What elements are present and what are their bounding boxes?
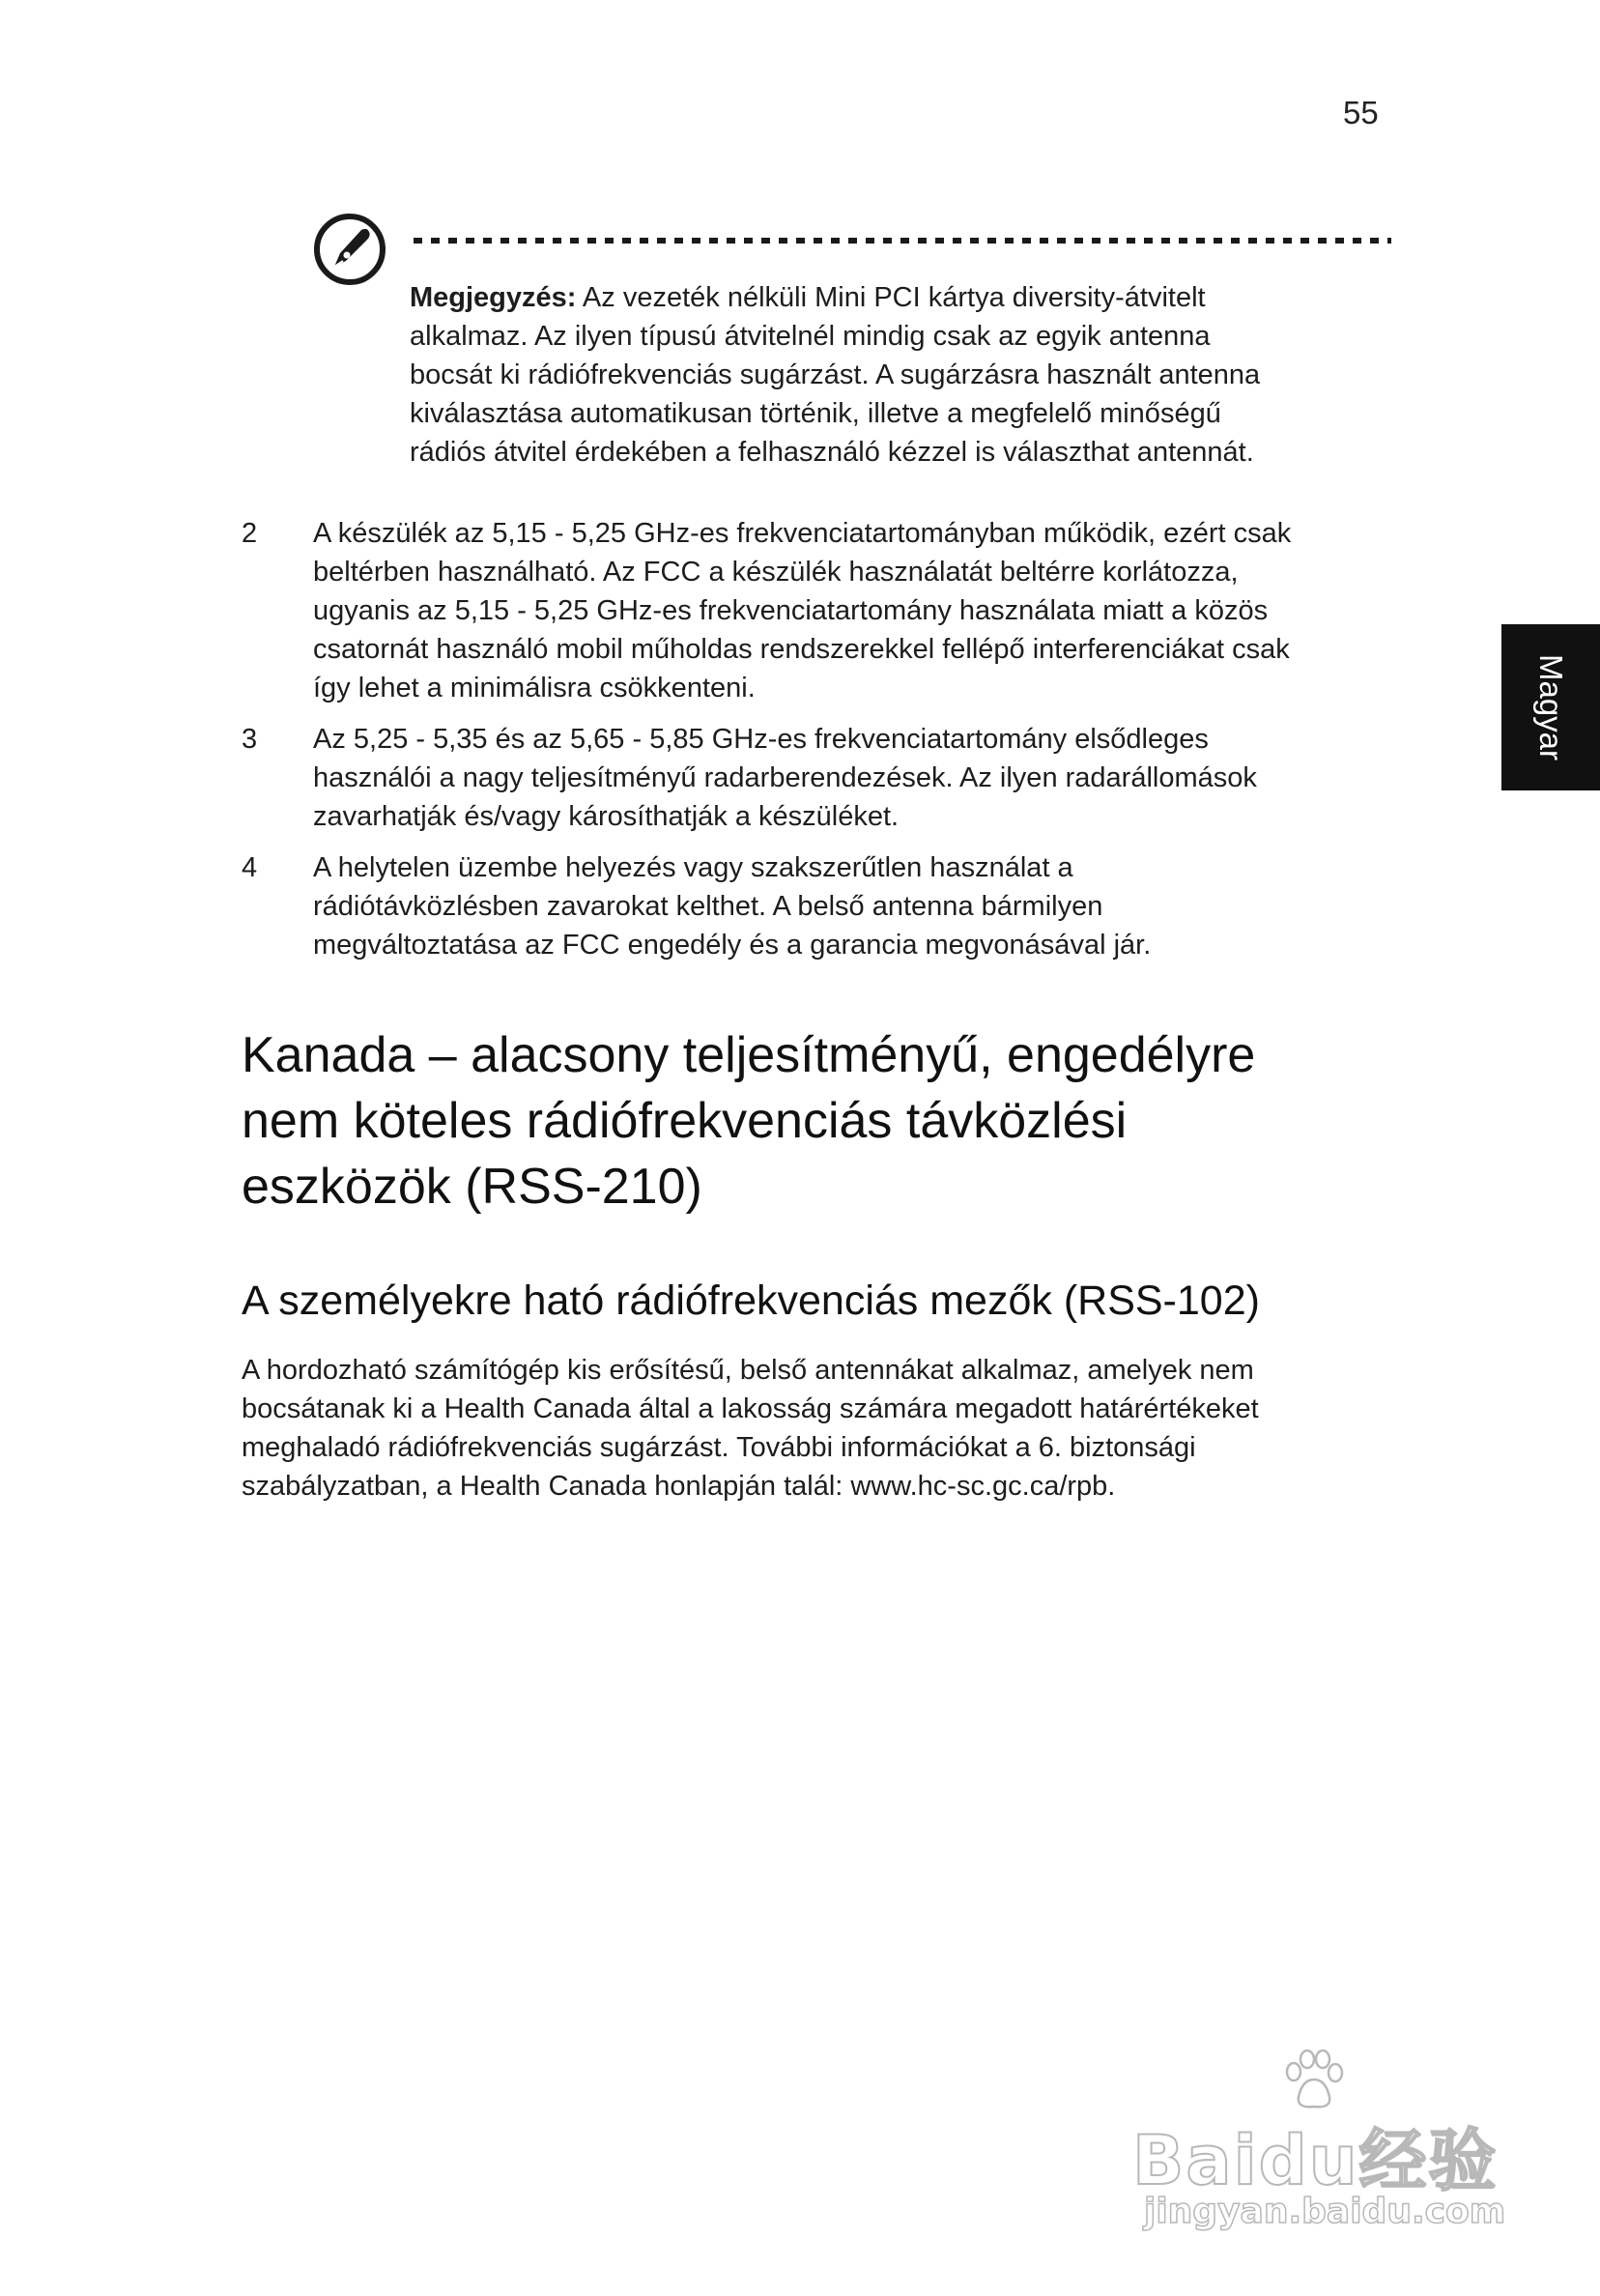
section-heading-line: eszközök (RSS-210) (242, 1159, 702, 1215)
list-item-line: így lehet a minimálisra csökkenteni. (313, 673, 756, 703)
list-item-line: A készülék az 5,15 - 5,25 GHz-es frekvenciatartományban működik, ezért csak (313, 518, 1292, 549)
list-item-line: csatornát használó mobil műholdas rendszerekkel fellépő interferenciákat csak (313, 634, 1290, 665)
paragraph-line: meghaladó rádiófrekvenciás sugárzást. További információkat a 6. biztonsági (242, 1432, 1196, 1463)
list-item-line: Az 5,25 - 5,35 és az 5,65 - 5,85 GHz-es frekvenciatartomány elsődleges (313, 724, 1209, 755)
list-item-line: megváltoztatása az FCC engedély és a garancia megvonásával jár. (313, 930, 1152, 961)
section-heading-line: Kanada – alacsony teljesítményű, engedélyre (242, 1027, 1256, 1083)
list-item (242, 848, 1401, 964)
paragraph-line: bocsátanak ki a Health Canada által a lakosság számára megadott határértékeket (242, 1393, 1259, 1424)
note-line: kiválasztása automatikusan történik, illetve a megfelelő minőségű (410, 398, 1221, 429)
numbered-list (242, 514, 1401, 977)
language-tab (1501, 624, 1600, 790)
list-item-line: használói a nagy teljesítményű radarberendezések. Az ilyen radarállomások (313, 762, 1257, 793)
list-item-number: 3 (242, 724, 258, 755)
note-label: Megjegyzés: (410, 282, 577, 313)
list-item-line: beltérben használható. Az FCC a készülék használatát beltérre korlátozza, (313, 557, 1239, 588)
list-item (242, 720, 1401, 836)
note-pen-icon (311, 211, 388, 288)
note-line-text: Az vezeték nélküli Mini PCI kártya diversity-átvitelt (582, 282, 1206, 313)
note-text (410, 278, 1414, 472)
note-line: rádiós átvitel érdekében a felhasználó kézzel is választhat antennát. (410, 437, 1254, 468)
list-item-line: zavarhatják és/vagy károsíthatják a készüléket. (313, 801, 900, 832)
note-separator (414, 236, 1391, 245)
paw-icon (1279, 2049, 1347, 2112)
section-heading-line: nem köteles rádiófrekvenciás távközlési (242, 1093, 1128, 1149)
body-paragraph (242, 1351, 1401, 1506)
language-tab-label: Magyar (1533, 653, 1569, 761)
watermark-url-text: jingyan.baidu.com (1144, 2192, 1506, 2231)
list-item-line: rádiótávközlésben zavarokat kelthet. A belső antenna bármilyen (313, 891, 1103, 922)
list-item (242, 514, 1401, 707)
note-line: bocsát ki rádiófrekvenciás sugárzást. A sugárzásra használt antenna (410, 359, 1261, 390)
list-item-number: 2 (242, 518, 258, 549)
list-item-line: A helytelen üzembe helyezés vagy szakszerűtlen használat a (313, 852, 1073, 883)
list-item-line: ugyanis az 5,15 - 5,25 GHz-es frekvenciatartomány használata miatt a közös (313, 595, 1269, 626)
paragraph-line: szabályzatban, a Health Canada honlapján talál: www.hc-sc.gc.ca/rpb. (242, 1471, 1116, 1502)
subsection-heading: A személyekre ható rádiófrekvenciás mezők (RSS-102) (242, 1277, 1260, 1324)
paragraph-line: A hordozható számítógép kis erősítésű, belső antennákat alkalmaz, amelyek nem (242, 1355, 1254, 1386)
note-line (410, 278, 1414, 317)
baidu-watermark (1132, 2049, 1519, 2242)
note-line: alkalmaz. Az ilyen típusú átvitelnél mindig csak az egyik antenna (410, 321, 1211, 352)
watermark-main-text: Baidu经验 (1132, 2121, 1499, 2200)
section-heading (242, 1022, 1401, 1220)
page-number: 55 (1343, 95, 1379, 130)
list-item-number: 4 (242, 852, 258, 883)
